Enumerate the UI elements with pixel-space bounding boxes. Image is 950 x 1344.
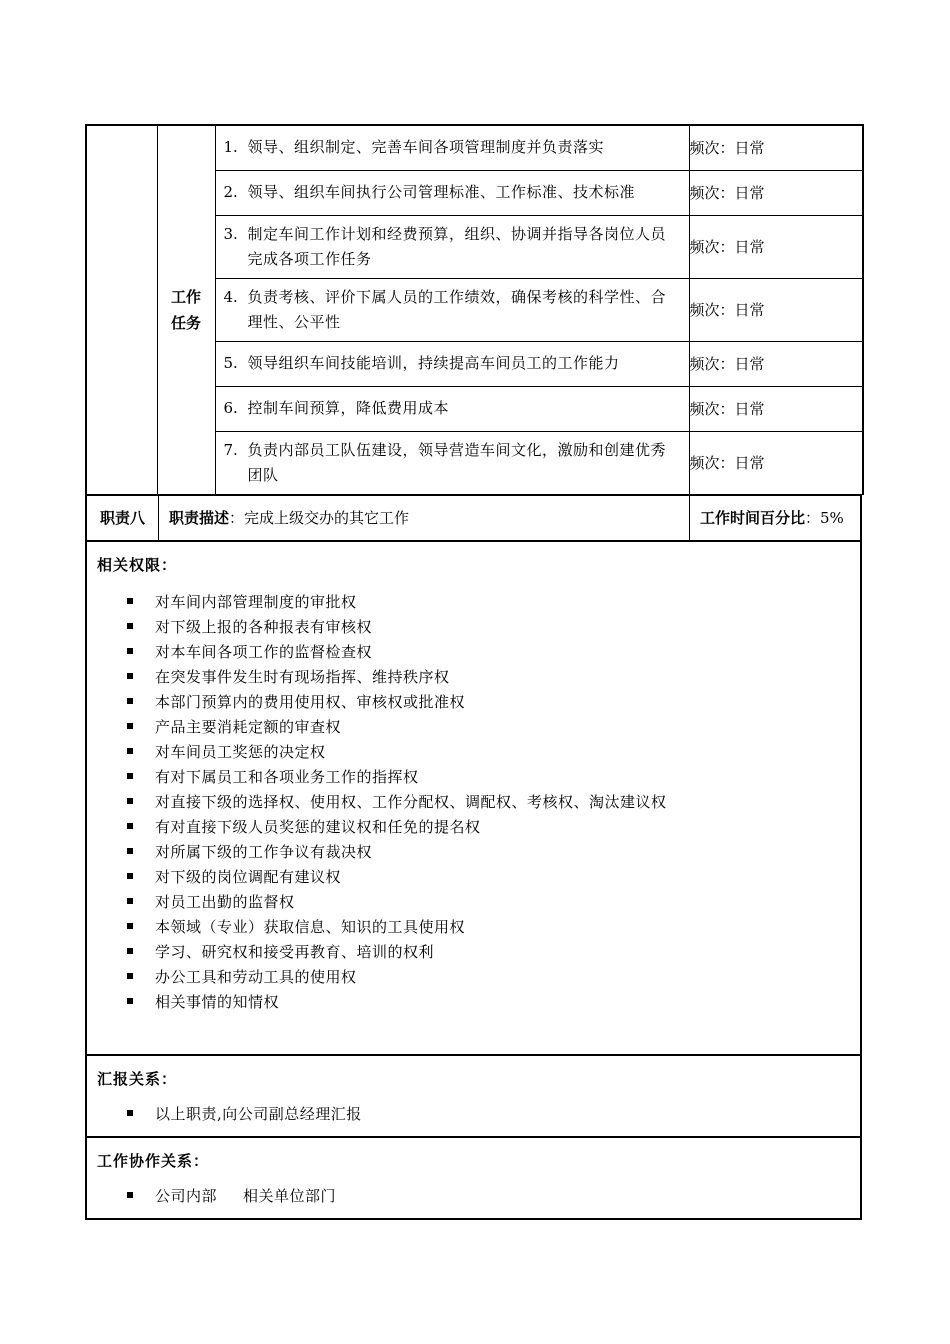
task-frequency: 频次：日常 bbox=[689, 431, 863, 494]
task-frequency: 频次：日常 bbox=[689, 215, 863, 278]
authority-item: 相关事情的知情权 bbox=[97, 989, 850, 1014]
task-frequency: 频次：日常 bbox=[689, 278, 863, 341]
duty-eight-name: 职责八 bbox=[87, 496, 159, 540]
task-item: 5. 领导组织车间技能培训，持续提高车间员工的工作能力 bbox=[215, 341, 689, 386]
authority-item: 对本车间各项工作的监督检查权 bbox=[97, 639, 850, 664]
authority-list bbox=[97, 589, 850, 1014]
left-blank-cell bbox=[86, 125, 157, 494]
bullet-icon bbox=[127, 823, 133, 829]
authority-item: 办公工具和劳动工具的使用权 bbox=[97, 964, 850, 989]
authority-item: 本领域（专业）获取信息、知识的工具使用权 bbox=[97, 914, 850, 939]
bullet-icon bbox=[127, 923, 133, 929]
bullet-icon bbox=[127, 898, 133, 904]
task-item: 7. 负责内部员工队伍建设，领导营造车间文化，激励和创建优秀团队 bbox=[215, 431, 689, 494]
task-item: 6. 控制车间预算，降低费用成本 bbox=[215, 386, 689, 431]
bullet-icon bbox=[127, 848, 133, 854]
bullet-icon bbox=[127, 648, 133, 654]
bullet-icon bbox=[127, 873, 133, 879]
task-frequency: 频次：日常 bbox=[689, 386, 863, 431]
duty-eight-row bbox=[85, 495, 862, 542]
list-item: 公司内部 相关单位部门 bbox=[97, 1183, 850, 1208]
cooperation-section bbox=[85, 1138, 862, 1220]
authority-section bbox=[85, 542, 862, 1056]
bullet-icon bbox=[127, 623, 133, 629]
work-tasks-table bbox=[85, 124, 864, 495]
bullet-icon bbox=[127, 1192, 133, 1198]
task-frequency: 频次：日常 bbox=[689, 341, 863, 386]
authority-item: 对员工出勤的监督权 bbox=[97, 889, 850, 914]
bullet-icon bbox=[127, 748, 133, 754]
bullet-icon bbox=[127, 998, 133, 1004]
authority-title: 相关权限： bbox=[97, 555, 178, 574]
authority-item: 本部门预算内的费用使用权、审核权或批准权 bbox=[97, 689, 850, 714]
task-item: 1. 领导、组织制定、完善车间各项管理制度并负责落实 bbox=[215, 125, 689, 170]
authority-item: 有对下属员工和各项业务工作的指挥权 bbox=[97, 764, 850, 789]
bullet-icon bbox=[127, 973, 133, 979]
cooperation-list bbox=[97, 1183, 850, 1208]
report-section bbox=[85, 1056, 862, 1138]
authority-item: 对直接下级的选择权、使用权、工作分配权、调配权、考核权、淘汰建议权 bbox=[97, 789, 850, 814]
duty-eight-description: 职责描述 ：完成上级交办的其它工作 bbox=[159, 496, 690, 540]
bullet-icon bbox=[127, 673, 133, 679]
task-frequency: 频次：日常 bbox=[689, 125, 863, 170]
authority-item: 对下级上报的各种报表有审核权 bbox=[97, 614, 850, 639]
authority-item: 在突发事件发生时有现场指挥、维持秩序权 bbox=[97, 664, 850, 689]
authority-item: 对车间内部管理制度的审批权 bbox=[97, 589, 850, 614]
task-item: 4. 负责考核、评价下属人员的工作绩效，确保考核的科学性、合理性、公平性 bbox=[215, 278, 689, 341]
authority-item: 对下级的岗位调配有建议权 bbox=[97, 864, 850, 889]
bullet-icon bbox=[127, 698, 133, 704]
authority-item: 对所属下级的工作争议有裁决权 bbox=[97, 839, 850, 864]
cooperation-title: 工作协作关系： bbox=[97, 1151, 210, 1170]
bullet-icon bbox=[127, 598, 133, 604]
work-tasks-category: 工作 任务 bbox=[157, 125, 215, 494]
authority-item: 学习、研究权和接受再教育、培训的权利 bbox=[97, 939, 850, 964]
authority-item: 有对直接下级人员奖惩的建议权和任免的提名权 bbox=[97, 814, 850, 839]
bullet-icon bbox=[127, 948, 133, 954]
list-item: 以上职责,向公司副总经理汇报 bbox=[97, 1101, 850, 1126]
bullet-icon bbox=[127, 723, 133, 729]
task-frequency: 频次：日常 bbox=[689, 170, 863, 215]
report-list bbox=[97, 1101, 850, 1126]
bullet-icon bbox=[127, 773, 133, 779]
authority-item: 对车间员工奖惩的决定权 bbox=[97, 739, 850, 764]
job-description-page bbox=[85, 124, 862, 1220]
bullet-icon bbox=[127, 1110, 133, 1116]
task-item: 2. 领导、组织车间执行公司管理标准、工作标准、技术标准 bbox=[215, 170, 689, 215]
duty-eight-time-percent: 工作时间百分比 ：5% bbox=[700, 509, 844, 527]
task-item: 3. 制定车间工作计划和经费预算，组织、协调并指导各岗位人员完成各项工作任务 bbox=[215, 215, 689, 278]
authority-item: 产品主要消耗定额的审查权 bbox=[97, 714, 850, 739]
bullet-icon bbox=[127, 798, 133, 804]
report-title: 汇报关系： bbox=[97, 1069, 178, 1088]
